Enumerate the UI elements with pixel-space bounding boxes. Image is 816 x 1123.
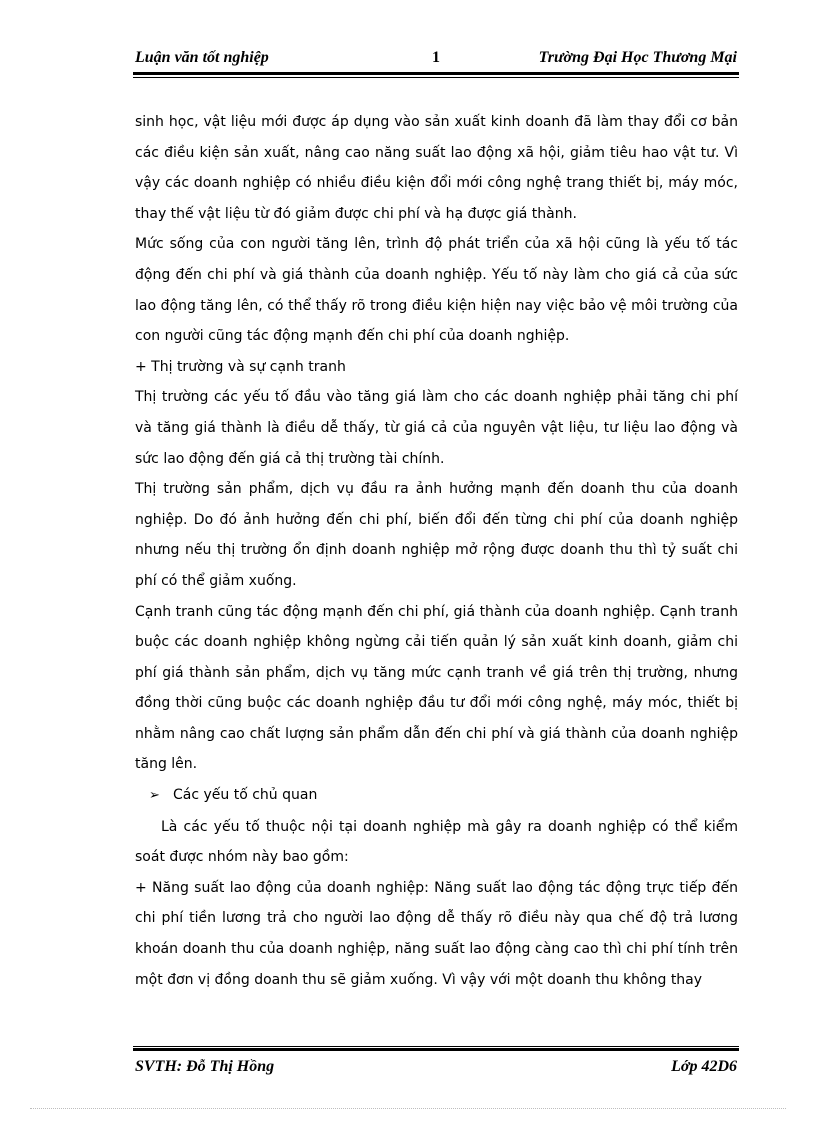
header-thesis-label: Luận văn tốt nghiệp [135, 49, 269, 66]
page-header [133, 46, 739, 70]
page-edge-divider [30, 1108, 786, 1109]
body-paragraph: sinh học, vật liệu mới được áp dụng vào sản xuất kinh doanh đã làm thay đổi cơ bản các điều kiện sản xuất, nâng cao năng suất lao động xã hội, giảm tiêu hao vật tư. Vì vậy các doanh nghiệp có nhiều điều kiện đổi mới công nghệ trang thiết bị, máy móc, thay thế vật liệu từ đó giảm được chi phí và hạ được giá thành. [135, 114, 738, 222]
section-heading: + Thị trường và sự cạnh tranh [135, 358, 346, 375]
body-paragraph: Cạnh tranh cũng tác động mạnh đến chi phí, giá thành của doanh nghiệp. Cạnh tranh buộc các doanh nghiệp không ngừng cải tiến quản lý sản xuất kinh doanh, giảm chi phí giá thành sản phẩm, dịch vụ tăng mức cạnh tranh về giá trên thị trường, nhưng đồng thời cũng buộc các doanh nghiệp đầu tư đổi mới công nghệ, máy móc, thiết bị nhằm nâng cao chất lượng sản phẩm dẫn đến chi phí và giá thành của doanh nghiệp tăng lên. [135, 603, 738, 773]
document-body [135, 107, 738, 995]
body-paragraph: Là các yếu tố thuộc nội tại doanh nghiệp mà gây ra doanh nghiệp có thể kiểm soát được nhóm này bao gồm: [135, 818, 738, 866]
footer-divider [133, 1046, 739, 1052]
bullet-item [135, 780, 738, 812]
bullet-text: Các yếu tố chủ quan [173, 787, 318, 804]
header-page-number: 1 [432, 49, 440, 66]
body-paragraph: + Năng suất lao động của doanh nghiệp: Năng suất lao động tác động trực tiếp đến chi phí tiền lương trả cho người lao động dễ thấy rõ điều này qua chế độ trả lương khoán doanh thu của doanh nghiệp, năng suất lao động càng cao thì chi phí tính trên một đơn vị đồng doanh thu sẽ giảm xuống. Vì vậy với một doanh thu không thay [135, 879, 738, 988]
arrow-bullet-icon: ➢ [149, 788, 160, 804]
header-university: Trường Đại Học Thương Mại [538, 49, 737, 66]
footer-student: SVTH: Đỗ Thị Hồng [135, 1058, 275, 1075]
header-divider [133, 72, 739, 78]
body-paragraph: Mức sống của con người tăng lên, trình độ phát triển của xã hội cũng là yếu tố tác động đến chi phí và giá thành của doanh nghiệp. Yếu tố này làm cho giá cả của sức lao động tăng lên, có thể thấy rõ trong điều kiện hiện nay việc bảo vệ môi trường của con người cũng tác động mạnh đến chi phí của doanh nghiệp. [135, 236, 738, 345]
body-paragraph: Thị trường các yếu tố đầu vào tăng giá làm cho các doanh nghiệp phải tăng chi phí và tăng giá thành là điều dễ thấy, từ giá cả của nguyên vật liệu, tư liệu lao động và sức lao động đến giá cả thị trường tài chính. [135, 389, 738, 467]
footer-class: Lớp 42D6 [671, 1058, 737, 1075]
page-footer [133, 1055, 739, 1079]
body-paragraph: Thị trường sản phẩm, dịch vụ đầu ra ảnh hưởng mạnh đến doanh thu của doanh nghiệp. Do đó ảnh hưởng đến chi phí, biến đổi đến từng chi phí của doanh nghiệp nhưng nếu thị trường ổn định doanh nghiệp mở rộng được doanh thu thì tỷ suất chi phí có thể giảm xuống. [135, 481, 738, 589]
